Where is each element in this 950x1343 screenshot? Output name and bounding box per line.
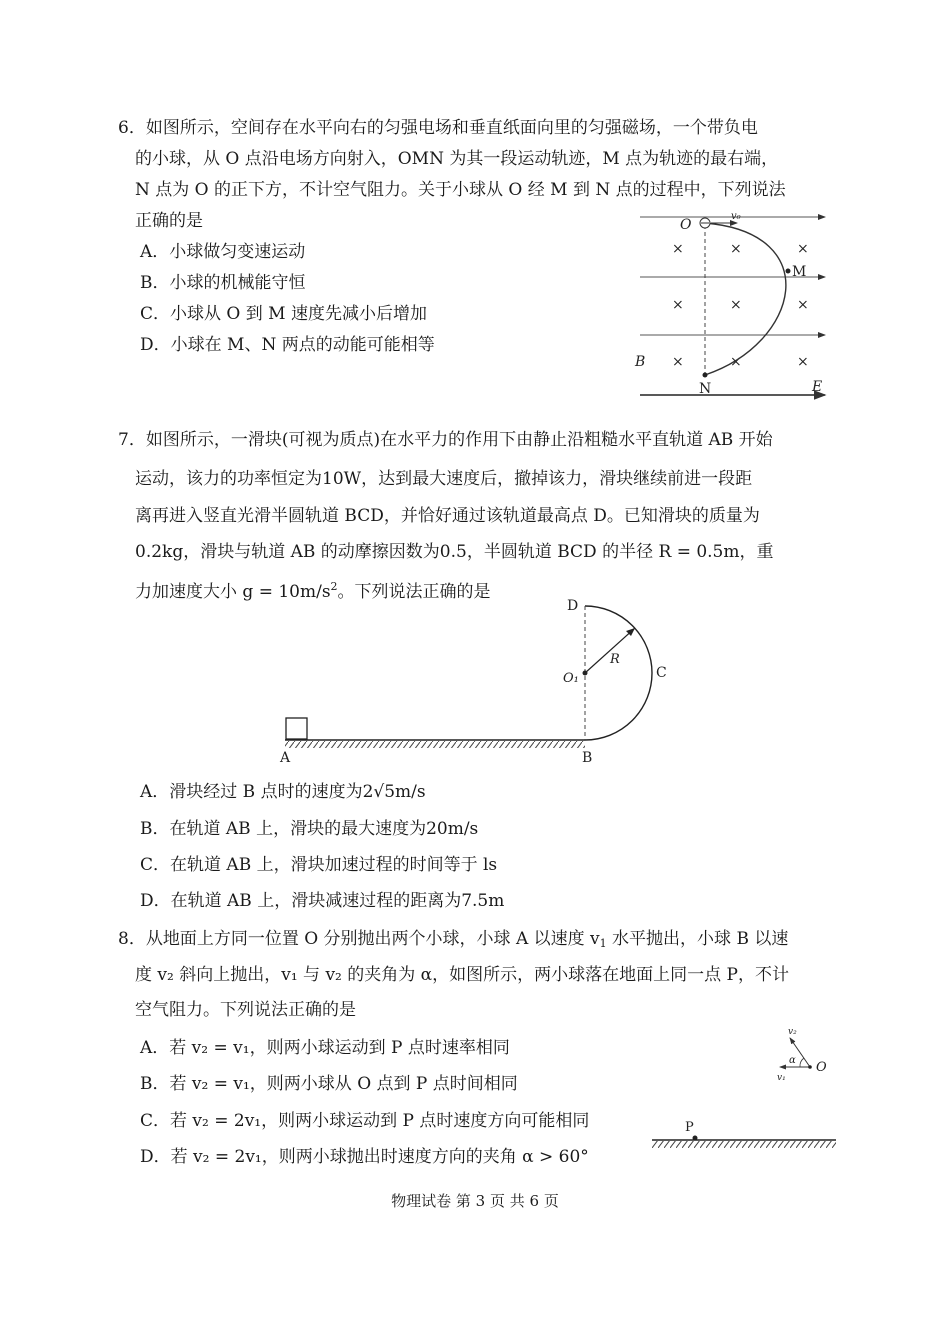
svg-text:×: × (797, 354, 809, 370)
slider-block (286, 718, 307, 739)
label-d: D (567, 598, 579, 614)
label-b: B (635, 354, 646, 370)
q7-stem-line1: 7．如图所示，一滑块(可视为质点)在水平力的作用下由静止沿粗糙水平直轨道 AB 开始 (118, 430, 773, 450)
label-n: N (699, 381, 712, 397)
label-c: C (656, 665, 667, 681)
svg-text:×: × (672, 241, 684, 257)
q7-option-d: D．在轨道 AB 上，滑块减速过程的距离为7.5m (140, 891, 505, 911)
magnetic-field-crosses (672, 241, 809, 370)
point-o (808, 1065, 812, 1069)
q6-field-figure (625, 203, 840, 403)
label-r: R (610, 652, 620, 667)
q6-option-a: A．小球做匀变速运动 (140, 242, 306, 262)
label-alpha: α (789, 1055, 796, 1066)
q6-stem-line3: N 点为 O 的正下方，不计空气阻力。关于小球从 O 经 M 到 N 点的过程中，下列说法 (135, 180, 786, 200)
q7-option-c: C．在轨道 AB 上，滑块加速过程的时间等于 ls (140, 855, 498, 875)
trajectory-omn (705, 223, 786, 375)
q7-stem-line3: 离再进入竖直光滑半圆轨道 BCD，并恰好通过该轨道最高点 D。已知滑块的质量为 (135, 506, 760, 526)
label-b: B (582, 750, 593, 766)
label-v2: v₂ (788, 1027, 797, 1037)
q6-option-b: B．小球的机械能守恒 (140, 273, 306, 293)
svg-text:×: × (672, 354, 684, 370)
q8-option-c: C．若 v₂ = 2v₁，则两小球运动到 P 点时速度方向可能相同 (140, 1111, 590, 1131)
q8-stem-line3: 空气阻力。下列说法正确的是 (135, 1000, 356, 1020)
q8-option-d: D．若 v₂ = 2v₁，则两小球抛出时速度方向的夹角 α > 60° (140, 1147, 589, 1167)
svg-text:×: × (797, 297, 809, 313)
q7-stem-line2: 运动，该力的功率恒定为10W，达到最大速度后，撤掉该力，滑块继续前进一段距 (135, 469, 753, 489)
point-p (693, 1136, 698, 1141)
ground-hatch (285, 741, 585, 748)
label-o: O (680, 217, 692, 233)
label-v0: v₀ (731, 211, 741, 222)
q6-option-d: D．小球在 M、N 两点的动能可能相等 (140, 335, 435, 355)
label-o: O (816, 1060, 827, 1075)
point-n (703, 373, 708, 378)
label-v1: v₁ (777, 1073, 786, 1083)
svg-text:×: × (730, 297, 742, 313)
q6-stem-line1: 6．如图所示，空间存在水平向右的匀强电场和垂直纸面向里的匀强磁场，一个带负电 (118, 118, 758, 138)
q6-stem-line4: 正确的是 (135, 211, 203, 231)
q8-throw-figure (640, 1020, 845, 1160)
label-p: P (685, 1120, 694, 1135)
point-m (786, 269, 791, 274)
q6-stem-line2: 的小球，从 O 点沿电场方向射入，OMN 为其一段运动轨迹，M 点为轨迹的最右端， (135, 149, 779, 169)
label-e: E (812, 379, 823, 395)
svg-text:×: × (730, 354, 742, 370)
label-a: A (280, 750, 291, 766)
semicircle-bcd (585, 606, 652, 740)
page-footer: 物理试卷 第 3 页 共 6 页 (391, 1192, 559, 1210)
ground-hatch (652, 1141, 836, 1148)
q7-stem-line5: 力加速度大小 $g = 10m/s^2$。下列说法正确的是 (135, 580, 491, 602)
q8-stem-line1: 8．从地面上方同一位置 O 分别抛出两个小球，小球 A 以速度 $v_1$ 水平抛出，小球 B 以速 (118, 929, 789, 950)
q8-option-b: B．若 v₂ = v₁，则两小球从 O 点到 P 点时间相同 (140, 1074, 518, 1094)
svg-text:×: × (797, 241, 809, 257)
svg-text:×: × (730, 241, 742, 257)
q7-option-b: B．在轨道 AB 上，滑块的最大速度为20m/s (140, 819, 479, 839)
svg-text:×: × (672, 297, 684, 313)
q8-option-a: A．若 v₂ = v₁，则两小球运动到 P 点时速率相同 (140, 1038, 510, 1058)
label-m: M (792, 264, 807, 280)
q8-stem-line2: 度 v₂ 斜向上抛出，v₁ 与 v₂ 的夹角为 α，如图所示，两小球落在地面上同一点 P，不计 (135, 965, 790, 985)
q7-stem-line4: 0.2kg，滑块与轨道 AB 的动摩擦因数为0.5，半圆轨道 BCD 的半径 R = 0.5m，重 (135, 542, 774, 562)
q7-option-a: A．滑块经过 B 点时的速度为2√5m/s (140, 782, 426, 802)
label-o1: O₁ (563, 671, 579, 686)
q7-track-figure (270, 590, 690, 770)
q6-option-c: C．小球从 O 到 M 速度先减小后增加 (140, 304, 427, 324)
